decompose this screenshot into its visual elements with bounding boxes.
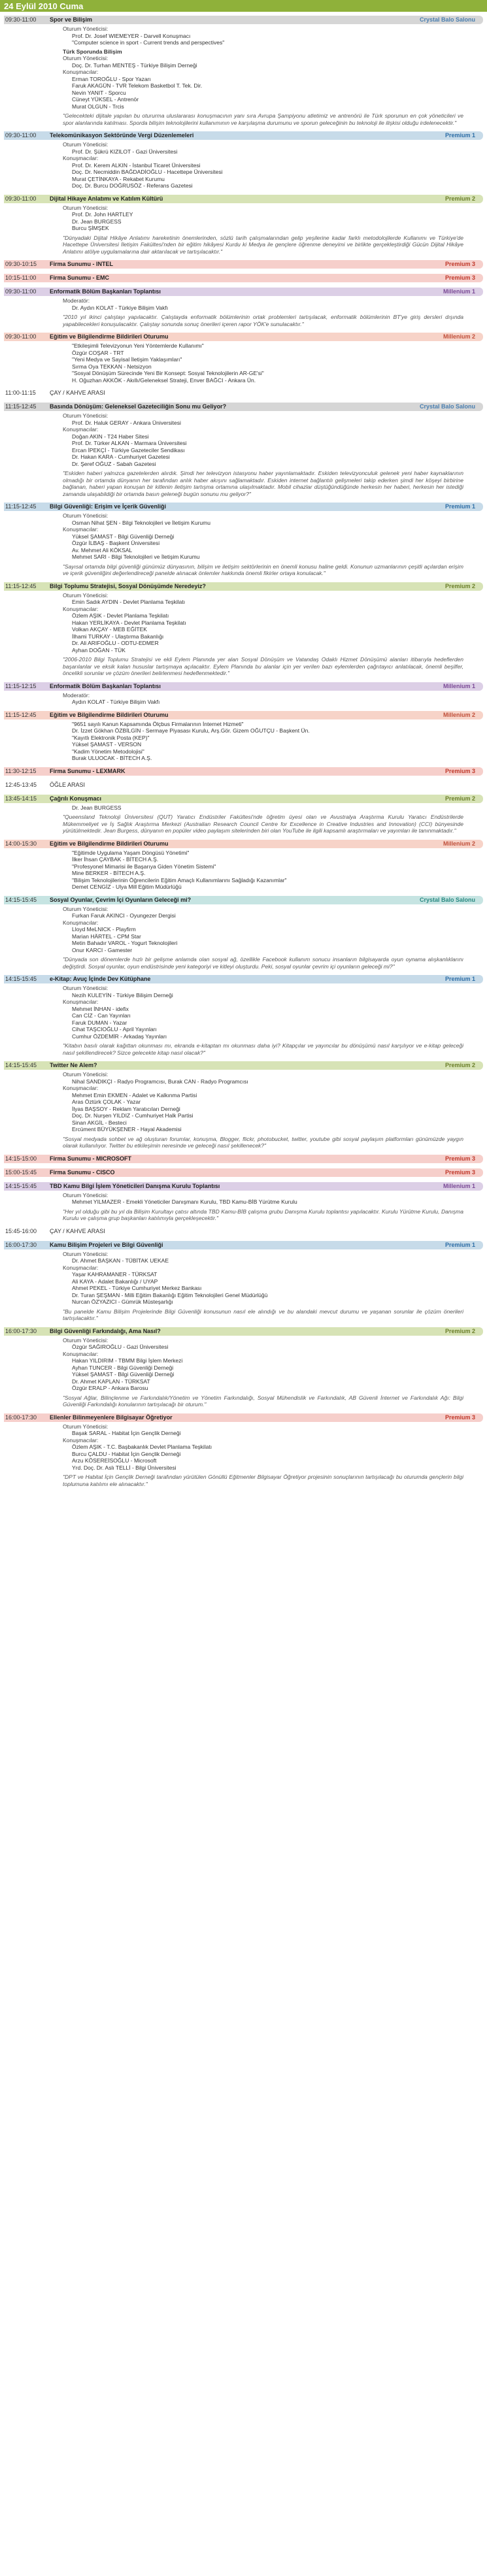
participant: Mine BERKER - BİTECH A.Ş.: [72, 870, 146, 876]
participant: Dr. Jean BURGESS: [72, 218, 122, 225]
session-description: "Her yıl olduğu gibi bu yıl da Bilişim Kurultayı çatısı altında TBD Kamu-BİB çalışma grubu Danışma Kurulu toplantısı yapılacaktır. Kurulu Yürütme Kurulu, Danışma Kurulu ve çalışma grup başkanları katılımıyla gerçekleşecektir.": [63, 1208, 463, 1221]
session-description: "Sayısal ortamda bilgi güvenliği günümüz dünyasının, bilişim ve iletişim sektörlerinin en önemli konusu haline geldi. Konunun uzmanlarının çeşitli açılardan erişim ve içerik güvenliğini değerlendireceği panelde alınacak önlemler hakkında önemli fikirler ortaya konulacak.": [63, 563, 463, 576]
session-description: "Kitabın basılı olarak kağıttan okunması mı, ekranda e-kitaptan mı okunması daha iyi? Kitapçılar ve yayıncılar bu dönüşümü nasıl karşılıyor ve e-kitap geleceği nasıl şekillendirecek? Sizce gelecekte kitap nasıl olacak?": [63, 1042, 463, 1056]
session-room: Crystal Balo Salonu: [419, 896, 475, 903]
role-label: Oturum Yöneticisi:: [63, 1336, 109, 1344]
participant: Ayhan TUNCER - Bilgi Güvenliği Derneği: [72, 1364, 174, 1371]
participant: Özgür SAĞIROĞLU - Gazi Üniversitesi: [72, 1344, 169, 1350]
session-body: [4, 592, 483, 677]
participant: Özlem AŞIK - Devlet Planlama Teşkilatı: [72, 612, 169, 619]
role-label: Konuşmacılar:: [63, 526, 99, 533]
participant: Başak SARAL - Habitat İçin Gençlik Derneği: [72, 1430, 181, 1436]
session-time: 14:15-15:45: [5, 896, 37, 903]
session-title: ÇAY / KAHVE ARASI: [50, 389, 105, 396]
session-s7: [4, 333, 483, 384]
role-label: Konuşmacılar:: [63, 155, 99, 161]
role-label: Oturum Yöneticisi:: [63, 25, 109, 32]
participant: "Bilişim Teknolojilerinin Öğrencilerin Eğitim Amaçlı Kullanımlarını Sağladığı Kazanımlar": [72, 876, 287, 883]
session-title: Enformatik Bölüm Başkanları Toplantısı: [50, 288, 161, 295]
participant: Dr. Jean BURGESS: [72, 804, 122, 811]
session-bar[interactable]: [4, 503, 483, 511]
session-s6: [4, 288, 483, 327]
session-title: Dijital Hikaye Anlatımı ve Katılım Kültürü: [50, 195, 163, 202]
session-s15: [4, 781, 483, 789]
session-body: [4, 1071, 483, 1149]
participant: Mehmet YILMAZER - Emekli Yöneticiler Danışmanı Kurulu, TBD Kamu-BİB Yürütme Kurulu: [72, 1198, 297, 1205]
session-s1: [4, 16, 483, 126]
session-time: 11:15-12:45: [5, 403, 37, 410]
session-title: Firma Sunumu - CISCO: [50, 1168, 115, 1176]
participant: Ahmet PEKEL - Türkiye Cumhuriyet Merkez Bankası: [72, 1285, 202, 1291]
session-description: "Gelecekteki dijitale yapılan bu otururma uluslararası konuşmacının yanı sıra Avrupa Şampiyonu atletimiz ve antrenörü ile Türk sporunun en çok yöneticileri ve spor alanlarında katılması. Sporda bilişim teknolojilerini kullanımının ve karşılaşma durumunu ve sporun geleceğinin bu teknoloji ile ilişkisi olduğu irdelenecektir.": [63, 112, 463, 126]
session-time: 14:00-15:30: [5, 840, 37, 847]
session-body: [4, 412, 483, 497]
session-time: 11:15-12:45: [5, 711, 37, 718]
session-body: [4, 1251, 483, 1322]
session-description: "Bu panelde Kamu Bilişim Projelerinde Bilgi Güvenliği konusunun nasıl ele alındığı ve bu alandaki mevcut durumu ve yaşanan sorunlar ile çözüm önerileri tartışılacaktır.": [63, 1308, 463, 1321]
participant: Dr. Aydın KOLAT - Türkiye Bilişim Vakfı: [72, 304, 169, 311]
session-time: 12:45-13:45: [5, 781, 37, 788]
participant: İlker İhsan ÇAYBAK - BİTECH A.Ş.: [72, 856, 159, 863]
session-description: "Dünyada son dönemlerde hızlı bir gelişme anlamda olan sosyal ağ, özellikle Facebook kullanım sonucu insanların bilgisayarda oyun oynama alışkanlıklarını değiştirdi. Sosyal oyunlar, oyun endüstrisinde yeni kategoriyi ve kitleyi oluşturdu. Peki, sosyal oyunlar çevrim içi oyunların geleceği mi?": [63, 956, 463, 970]
participant: Arzu KÖSEREİSOĞLU - Microsoft: [72, 1457, 157, 1464]
participant: Mehmet Emin EKMEN - Adalet ve Kalkınma Partisi: [72, 1091, 197, 1098]
role-label: Oturum Yöneticisi:: [63, 412, 109, 419]
role-label: Oturum Yöneticisi:: [63, 1423, 109, 1430]
session-title: Firma Sunumu - EMC: [50, 274, 110, 281]
participant: Demet CENGİZ - Ulya Mill Eğitim Müdürlüğü: [72, 883, 182, 890]
session-time: 09:30-10:15: [5, 261, 37, 267]
session-bar[interactable]: [4, 582, 483, 591]
participant: Yrd. Doç. Dr. Aslı TELLİ - Bilgi Üniversitesi: [72, 1464, 176, 1471]
session-body: [4, 1423, 483, 1488]
participant: Onur KARCI - Gamester: [72, 946, 133, 953]
participant: "Etkileşimli Televizyonun Yeni Yöntemlerde Kullanımı": [72, 342, 204, 349]
session-s24: [4, 1227, 483, 1236]
participant: Yüksel ŞAMAST - VERSON: [72, 741, 142, 748]
session-s11: [4, 582, 483, 677]
participant: Sinan AKGİL - Besteci: [72, 1119, 127, 1126]
session-time: 15:45-16:00: [5, 1227, 37, 1234]
break-row: [4, 1227, 483, 1236]
session-s5: [4, 274, 483, 282]
participant: "Profesyonel Mimarisi ile Başarıya Giden Yönetim Sistemi": [72, 863, 216, 870]
session-body: [4, 141, 483, 190]
role-label: Oturum Yöneticisi:: [63, 1250, 109, 1257]
session-title: Çağrılı Konuşmacı: [50, 795, 102, 802]
role-label: Konuşmacılar:: [63, 919, 99, 926]
session-bar[interactable]: [4, 1155, 483, 1163]
page-title: 24 Eylül 2010 Cuma: [4, 1, 84, 11]
session-bar[interactable]: [4, 1182, 483, 1191]
session-bar[interactable]: [4, 333, 483, 341]
session-time: 15:00-15:45: [5, 1168, 37, 1176]
participant: Dr. Ahmet BAŞKAN - TÜBİTAK UEKAE: [72, 1257, 169, 1264]
session-bar[interactable]: [4, 403, 483, 411]
role-label: Konuşmacılar:: [63, 69, 99, 75]
participant: Prof. Dr. Josef WIEMEYER - Darvell Konuşmacı: [72, 32, 191, 39]
participant: "Kadim Yönetim Metodolojisi": [72, 748, 144, 755]
role-label: Oturum Yöneticisi:: [63, 1071, 109, 1078]
session-room: Premium 1: [445, 503, 475, 510]
participant: Doç. Dr. Necmiddin BAĞDADİOĞLU - Hacettepe Üniversitesi: [72, 169, 223, 175]
session-s16: [4, 795, 483, 834]
role-label: Oturum Yöneticisi:: [63, 591, 109, 599]
participant: Prof. Dr. John HARTLEY: [72, 211, 133, 218]
participant: İlyas BAŞSOY - Reklam Yaratıcıları Derneği: [72, 1105, 180, 1112]
session-time: 14:15-15:45: [5, 1062, 37, 1068]
session-time: 11:15-12:45: [5, 582, 37, 589]
participant: Özgür ERALP - Ankara Barosu: [72, 1385, 148, 1391]
role-label: Konuşmacılar:: [63, 999, 99, 1005]
participant: Cihat TAŞCIOĞLU - April Yayınları: [72, 1026, 157, 1032]
role-label: Konuşmacılar:: [63, 426, 99, 433]
participant: Osman Nihat ŞEN - Bilgi Teknolojileri ve İletişim Kurumu: [72, 519, 210, 526]
session-title: Firma Sunumu - INTEL: [50, 261, 114, 267]
participant: Yüksel ŞAMAST - Bilgi Güvenliği Derneği: [72, 1371, 175, 1378]
session-title: Ellenler Bilinmeyenlere Bilgisayar Öğretiyor: [50, 1413, 173, 1421]
participant: Doğan AKIN - T24 Haber Sitesi: [72, 433, 149, 440]
session-title: e-Kitap: Avuç İçinde Dev Kütüphane: [50, 976, 151, 982]
participant: Aras Öztürk ÇOLAK - Yazar: [72, 1098, 141, 1105]
session-s23: [4, 1182, 483, 1222]
session-s27: [4, 1413, 483, 1488]
session-description: "Eskiden haberi yalnızca gazetelerden alırdık. Şimdi her televizyon istasyonu haber yayınlamaktadır. Eskiden televizyonculuk gelenek yeni haber kaynaklarının olmadığı bir ortamda dünyanın her tarafından anlık haber akışını sağlamaktadır. Eskiden internet bağlantılı gelişmeleri takip ederken şimdi her köşeyi birbirine bağlanan, haberi yapan konuşan bir kitlenin iletişim tartışma ortamına ulaşılmaktadır. Mobil cihazlar düştüğündüğünde herkesin her haberi, herkesin her istediği zamanda ulaşabildiği bir ortamda basın geleneği bugün sonunu mu geliyor?": [63, 470, 463, 497]
session-room: Premium 3: [445, 1155, 475, 1162]
session-bar[interactable]: [4, 840, 483, 848]
role-label: Oturum Yöneticisi:: [63, 512, 109, 519]
session-title: Firma Sunumu - MICROSOFT: [50, 1155, 131, 1162]
session-title: Firma Sunumu - LEXMARK: [50, 767, 126, 774]
role-label: Oturum Yöneticisi:: [63, 204, 109, 211]
session-room: Premium 2: [445, 582, 475, 589]
session-s9: [4, 403, 483, 497]
session-title: ÇAY / KAHVE ARASI: [50, 1227, 105, 1234]
participant: Dr. Hakan KARA - Cumhuriyet Gazetesi: [72, 454, 170, 460]
break-row: [4, 781, 483, 789]
participant: Prof. Dr. Kerem ALKIN - İstanbul Ticaret Üniversitesi: [72, 161, 201, 169]
participant: Prof. Dr. Haluk GERAY - Ankara Üniversitesi: [72, 419, 181, 426]
role-label: Moderatör:: [63, 691, 90, 699]
session-title: Twitter Ne Alem?: [50, 1062, 97, 1068]
role-label: Konuşmacılar:: [63, 1350, 99, 1357]
participant: "Yeni Medya ve Sayisal İletişim Yaklaşımları": [72, 356, 182, 363]
session-s20: [4, 1061, 483, 1149]
participant: "Sosyal Dönüşüm Sürecinde Yeni Bir Konsept: Sosyal Teknolojilerin AR-GE'si": [72, 370, 264, 376]
session-title: Spor ve Bilişim: [50, 16, 93, 23]
participant: Nezih KULEYİN - Türkiye Bilişim Derneği: [72, 991, 173, 999]
session-s26: [4, 1327, 483, 1408]
sub-title: Türk Sporunda Bilişim: [63, 48, 122, 55]
schedule: [0, 12, 487, 1487]
session-room: Premium 3: [445, 1168, 475, 1176]
session-title: Telekomünikasyon Sektöründe Vergi Düzenlemeleri: [50, 132, 194, 139]
participant: Murat OLGUN - Trcis: [72, 103, 124, 110]
session-s3: [4, 195, 483, 256]
session-time: 13:45-14:15: [5, 795, 37, 802]
session-bar[interactable]: [4, 16, 483, 24]
session-bar[interactable]: [4, 288, 483, 296]
session-body: [4, 297, 483, 327]
participant: Can CİZ - Can Yayınları: [72, 1012, 131, 1019]
session-bar[interactable]: [4, 682, 483, 691]
session-s4: [4, 260, 483, 269]
participant: Volkan AKÇAY - MEB EĞİTEK: [72, 626, 147, 633]
session-room: Crystal Balo Salonu: [419, 403, 475, 410]
participant: Burcu ŞİMŞEK: [72, 225, 109, 231]
role-label: Konuşmacılar:: [63, 1436, 99, 1444]
participant: "Kayıtlı Elektronik Posta (KEP)": [72, 734, 150, 741]
participant: Nihal SANDIKÇI - Radyo Programcısı, Burak CAN - Radyo Programcısı: [72, 1078, 248, 1085]
session-title: Bilgi Güvenliği: Erişim ve İçerik Güvenliği: [50, 503, 167, 510]
session-s12: [4, 682, 483, 706]
session-body: [4, 512, 483, 577]
session-room: Millenium 2: [443, 711, 475, 718]
session-bar[interactable]: [4, 131, 483, 140]
participant: Nurcan ÖZYAZICI - Gümrük Müsteşarlığı: [72, 1298, 173, 1305]
participant: Prof. Dr. Türker ALKAN - Marmara Üniversitesi: [72, 440, 187, 446]
participant: Nevin YANIT - Sporcu: [72, 89, 126, 96]
session-room: Millenium 1: [443, 1182, 475, 1189]
participant: Hakan YILDIRIM - TBMM Bilgi İşlem Merkezi: [72, 1357, 183, 1364]
break-row: [4, 389, 483, 397]
session-title: Basında Dönüşüm: Geleneksel Gazeteciliğin Sonu mu Geliyor?: [50, 403, 227, 410]
session-room: Premium 3: [445, 767, 475, 774]
session-description: "2010 yıl ikinci çalıştayı yapılacaktır. Çalıştayda enformatik bölümlerinin ortak problemleri tartışılacak, enformatik bölümlerinin BT'ye giriş dersleri dışında yapabilecekleri konuşulacaktır. Çalıştay sonunda sonuç önerileri içeren rapor YÖK'e sunulacaktır.": [63, 314, 463, 327]
participant: Doç. Dr. Burcu DOĞRUSÖZ - Referans Gazetesi: [72, 182, 193, 189]
session-bar[interactable]: [4, 795, 483, 803]
session-s10: [4, 503, 483, 577]
participant: Ayhan DOĞAN - TÜK: [72, 646, 126, 653]
session-title: Kamu Bilişim Projeleri ve Bilgi Güvenliği: [50, 1241, 163, 1248]
participant: İlhami TURKAY - Ulaştırma Bakanlığı: [72, 633, 164, 640]
participant: Murat ÇETİNKAYA - Rekabet Kurumu: [72, 175, 165, 182]
session-room: Millenium 2: [443, 333, 475, 340]
session-room: Crystal Balo Salonu: [419, 16, 475, 23]
session-bar[interactable]: [4, 711, 483, 719]
role-label: Oturum Yöneticisi:: [63, 141, 109, 148]
session-s17: [4, 840, 483, 891]
participant: Doç. Dr. Turhan MENTEŞ - Türkiye Bilişim Derneği: [72, 61, 197, 69]
session-time: 14:15-15:45: [5, 976, 37, 982]
session-title: ÖĞLE ARASI: [50, 781, 86, 788]
participant: Dr. Ali ARIFOĞLU - ODTU-EDMER: [72, 640, 159, 646]
participant: Lloyd MeLNICK - Playfirm: [72, 926, 136, 933]
session-time: 09:30-11:00: [5, 132, 37, 139]
role-label: Konuşmacılar:: [63, 1085, 99, 1091]
participant: Yüksel ŞAMAST - Bilgi Güvenliği Derneği: [72, 533, 175, 540]
session-description: "2006-2010 Bilgi Toplumu Stratejisi ve ekli Eylem Planında yer alan Sosyal Dönüşüm ve Vatandaş Odaklı Hizmet Dönüşümü alanları itibarıyla hedeflerden başarılanlar ve eksik kalan hususlar tartışmaya açılacaktır. Eylem Planında bu alanlar için yer verilen bazı eylemlerden çağrıtayıcı anlatılacak, önemli beşilfer, öncelikli sorunlar ve çözüm önerileri belirlenmesi hedeflenmektedir.": [63, 656, 463, 676]
role-label: Oturum Yöneticisi:: [63, 55, 109, 61]
role-label: Konuşmacılar:: [63, 1264, 99, 1271]
participant: Prof. Dr. Şükrü KIZILOT - Gazi Üniversitesi: [72, 148, 178, 155]
session-s13: [4, 711, 483, 762]
participant: Burak ULUOCAK - BİTECH A.Ş.: [72, 755, 152, 761]
session-bar[interactable]: [4, 1061, 483, 1070]
session-body: [4, 906, 483, 970]
session-time: 11:30-12:15: [5, 767, 37, 774]
session-room: Premium 1: [445, 976, 475, 982]
session-bar[interactable]: [4, 1241, 483, 1249]
session-s18: [4, 896, 483, 970]
participant: Av. Mehmet Ali KÖKSAL: [72, 546, 133, 553]
session-room: Millenium 1: [443, 682, 475, 689]
participant: Yaşar KAHRAMANER - TÜRKSAT: [72, 1271, 158, 1278]
participant: Sırma Oya TEKKAN - Netsizyon: [72, 363, 152, 370]
session-title: Sosyal Oyunlar, Çevrim İçi Oyunların Geleceği mi?: [50, 896, 192, 903]
participant: Cumhur ÖZDEMİR - Arkadaş Yayınları: [72, 1032, 167, 1040]
session-room: Millenium 1: [443, 288, 475, 295]
session-time: 09:30-11:00: [5, 195, 37, 202]
session-room: Premium 2: [445, 195, 475, 202]
participant: Mehmet SARI - Bilgi Teknolojileri ve İletişim Kurumu: [72, 553, 200, 560]
session-bar[interactable]: [4, 274, 483, 282]
session-time: 10:15-11:00: [5, 274, 37, 281]
session-body: [4, 342, 483, 384]
participant: Doç. Dr. Nurşen YILDIZ - Cumhuriyet Halk Partisi: [72, 1112, 193, 1119]
session-room: Premium 2: [445, 1062, 475, 1068]
participant: Furkan Faruk AKINCI - Oyungezer Dergisi: [72, 912, 176, 919]
session-s25: [4, 1241, 483, 1322]
participant: Faruk DUMAN - Yazar: [72, 1019, 127, 1026]
participant: Burcu ÇALDU - Habitat İçin Gençlik Derneği: [72, 1450, 181, 1457]
session-room: Premium 2: [445, 795, 475, 802]
participant: Ali KAYA - Adalet Bakanlığı / UYAP: [72, 1278, 158, 1285]
role-label: Oturum Yöneticisi:: [63, 985, 109, 991]
session-description: "Queensland Teknoloji Üniversitesi (QUT) Yaratıcı Endüstriler Fakültesi'nde öğretim üyesi olan ve Avustralya Araştırma Kurulu Yaratıcı Endüstrilerde Mükemmeliyet ve İş Sağlık Araştırma Merkezi (Australian Research Council Centre for Excellence in Creative Industries and Innovation) (CCI) bünyesinde yürütülmektedir. Jean Burgess, dünyanın en popüler video paylaşım sitelerinden biri olan YouTube ile ilgili kapsamlı araştırmaları ve yayımları ile tanınmaktadır.": [63, 814, 463, 834]
session-room: Premium 3: [445, 274, 475, 281]
session-bar[interactable]: [4, 260, 483, 269]
session-room: Premium 2: [445, 1327, 475, 1334]
session-body: [4, 804, 483, 834]
participant: Ercan İPEKÇİ - Türkiye Gazeteciler Sendikası: [72, 446, 185, 454]
session-title: Eğitim ve Bilgilendirme Bildirileri Oturumu: [50, 840, 169, 847]
role-label: Konuşmacılar:: [63, 605, 99, 612]
session-time: 16:00-17:30: [5, 1327, 37, 1334]
participant: Dr. Turan ŞEŞMAN - Milli Eğitim Bakanlığı Eğitim Teknolojileri Genel Müdürlüğü: [72, 1291, 268, 1298]
participant: "Eğitimde Uygulama Yaşam Döngüsü Yönetimi": [72, 849, 190, 856]
session-bar[interactable]: [4, 975, 483, 983]
session-body: [4, 1192, 483, 1222]
session-title: Eğitim ve Bilgilendirme Bildirileri Oturumu: [50, 333, 169, 340]
participant: "9651 sayılı Kanun Kapsamında Ölçbus Firmalarının İnternet Hizmeti": [72, 720, 244, 727]
participant: Dr. Ahmet KAPLAN - TÜRKSAT: [72, 1378, 150, 1385]
participant: Özgür COŞAR - TRT: [72, 349, 124, 356]
session-bar[interactable]: [4, 1327, 483, 1336]
participant: "Computer science in sport - Current trends and perspectives": [72, 39, 225, 46]
session-description: "Sosyal medyada sohbet ve ağ oluşturan forumlar, konuşma, Blogger, flickr, photobucket, twitter, youtube gibi sosyal paylaşım platformları günümüzde yaygın olarak kullanılıyor. Twitter bu etkileşimin neresinde ve geleceği nasıl şekillenecek?": [63, 1135, 463, 1149]
session-bar[interactable]: [4, 767, 483, 776]
session-time: 16:00-17:30: [5, 1413, 37, 1421]
session-bar[interactable]: [4, 195, 483, 203]
participant: Dr. İzzet Gökhan ÖZBİLGİN - Sermaye Piyasası Kurulu, Arş.Gör. Gizem OĞUTÇU - Başkent Ün.: [72, 727, 310, 734]
session-s14: [4, 767, 483, 776]
session-description: "DPT ve Habitat İçin Gençlik Derneği tarafından yürütülen Gönüllü Eğitmenler Bilgisayar Öğretiyor projesinin sonuçlarının tartışılacağı bu oturumda gençlerin bilgi toplumuna katılımı ele alınacaktır.": [63, 1474, 463, 1487]
session-body: [4, 692, 483, 706]
session-room: Millenium 2: [443, 840, 475, 847]
session-time: 14:15-15:45: [5, 1182, 37, 1189]
session-description: "Sosyal Ağlar, Bilinçlenme ve Farkındalık/Yönetim ve Yönetim Farkındalığı, Sosyal Mühendislik ve Farkındalık, AB Güvenli İnternet ve Farkındalık Ağı: Bilgi Güvenliği Farkındalığı konularının tartışılacağı bir oturum.": [63, 1394, 463, 1408]
session-time: 09:30-11:00: [5, 333, 37, 340]
session-title: Bilgi Güvenliği Farkındalığı, Ama Nasıl?: [50, 1327, 161, 1334]
session-body: [4, 25, 483, 126]
participant: Özlem AŞIK - T.C. Başbakanlık Devlet Planlama Teşkilatı: [72, 1444, 212, 1450]
session-time: 09:30-11:00: [5, 288, 37, 295]
session-bar[interactable]: [4, 1168, 483, 1177]
role-label: Moderatör:: [63, 297, 90, 304]
session-room: Premium 3: [445, 261, 475, 267]
session-time: 14:15-15:00: [5, 1155, 37, 1162]
session-title: TBD Kamu Bilgi İşlem Yöneticileri Danışma Kurulu Toplantısı: [50, 1182, 220, 1189]
session-room: Premium 3: [445, 1413, 475, 1421]
session-title: Bilgi Toplumu Stratejisi, Sosyal Dönüşümde Neredeyiz?: [50, 582, 206, 589]
session-description: "Dünyadaki Dijital Hikâye Anlatımı hareketinin önemlerinden, sözlü tarih çalışmalarından gelip yeşilerine kadar farklı metodolojilerde Kullanımı ve Türkiye'de Hacettepe Üniversitesi İletişim Fakültesi'nden bir eğitim hikâyesi Kurdu ki Medya ile gençlere öğrenme deneyimi ve birlikte gerçekleştirdiği Gücün Dijital Hikâye Anlatımı atölye uygulamalarına dair aktarılacak ve tartışılacaktır.": [63, 234, 463, 255]
participant: Özgür İLBAŞ - Başkent Üniversitesi: [72, 540, 160, 546]
session-bar[interactable]: [4, 896, 483, 904]
session-time: 09:30-11:00: [5, 16, 37, 23]
session-time: 11:15-12:45: [5, 503, 37, 510]
session-bar[interactable]: [4, 1413, 483, 1422]
participant: Hakan YERLİKAYA - Devlet Planlama Teşkilatı: [72, 619, 186, 626]
participant: Marian HÄRTEL - CPM Star: [72, 933, 141, 940]
participant: Erman TOROĞLU - Spor Yazarı: [72, 75, 151, 82]
role-label: Oturum Yöneticisi:: [63, 1191, 109, 1198]
session-body: [4, 985, 483, 1056]
participant: Ercüment BÜYÜKŞENER - Hayal Akademisi: [72, 1126, 182, 1132]
session-room: Premium 1: [445, 1241, 475, 1248]
session-room: Premium 1: [445, 132, 475, 139]
session-title: Eğitim ve Bilgilendirme Bildirileri Oturumu: [50, 711, 169, 718]
session-body: [4, 1337, 483, 1408]
participant: Faruk AKAGÜN - TVR Telekom Basketbol T. Tek. Dir.: [72, 82, 203, 89]
session-time: 11:00-11:15: [5, 389, 36, 396]
session-title: Enformatik Bölüm Başkanları Toplantısı: [50, 682, 161, 689]
participant: Metin Bahadır VAROL - Yogurt Teknolojileri: [72, 940, 178, 946]
participant: H. Oğuzhan AKKÖK - Akıllı/Geleneksel Strateji, Enver BAĞCI - Ankara Ün.: [72, 376, 256, 384]
participant: Emin Sadık AYDIN - Devlet Planlama Teşkilatı: [72, 599, 186, 605]
session-body: [4, 850, 483, 891]
session-time: 16:00-17:30: [5, 1241, 37, 1248]
session-s21: [4, 1155, 483, 1163]
participant: Mehmet İNHAN - idefix: [72, 1005, 129, 1012]
page-header: [0, 0, 487, 12]
role-label: Oturum Yöneticisi:: [63, 905, 109, 912]
session-body: [4, 205, 483, 256]
participant: Aydın KOLAT - Türkiye Bilişim Vakfı: [72, 699, 160, 705]
session-s2: [4, 131, 483, 190]
session-s8: [4, 389, 483, 397]
session-s19: [4, 975, 483, 1056]
participant: Cüneyt YÜKSEL - Antrenör: [72, 96, 139, 103]
session-time: 11:15-12:15: [5, 682, 37, 689]
session-body: [4, 721, 483, 762]
session-s22: [4, 1168, 483, 1177]
participant: Dr. Şeref OĞUZ - Sabah Gazetesi: [72, 460, 156, 467]
